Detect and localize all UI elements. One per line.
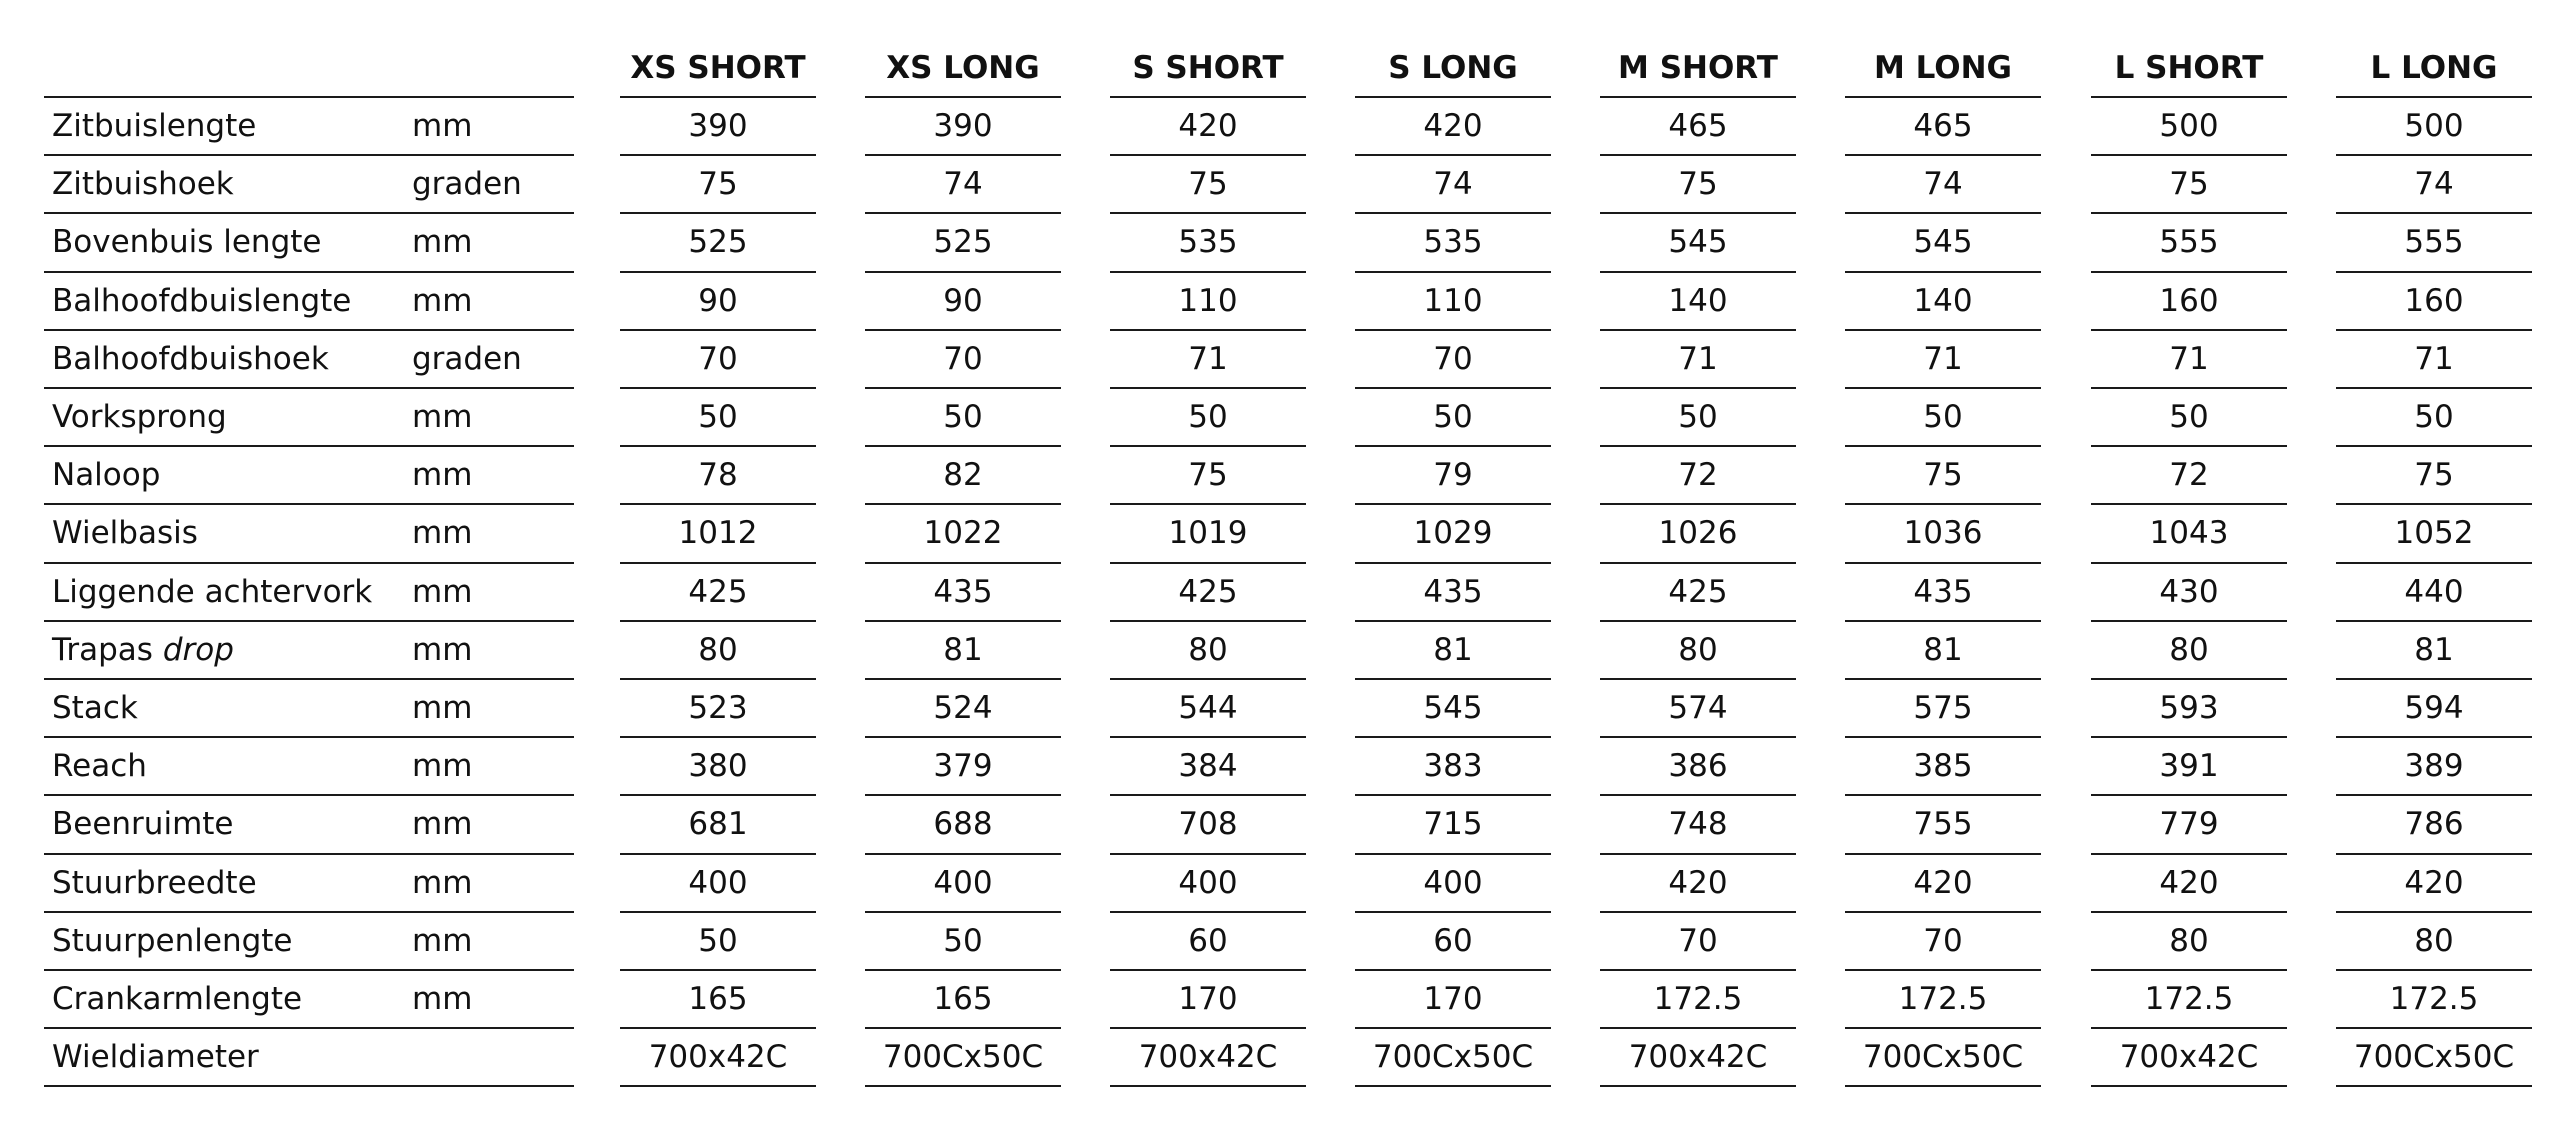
row-label-text: Zitbuishoek — [52, 166, 234, 203]
table-cell: 165 — [933, 981, 993, 1017]
table-cell: 81 — [943, 631, 983, 668]
column-rule — [1845, 1085, 2041, 1087]
row-label-text: Zitbuislengte — [52, 108, 257, 144]
label-rule — [44, 1085, 574, 1087]
table-row — [0, 796, 2560, 854]
row-label — [52, 622, 402, 678]
table-cell: 80 — [2169, 631, 2209, 668]
table-row — [0, 389, 2560, 447]
table-cell: 75 — [1188, 166, 1228, 203]
table-cell: 383 — [1423, 748, 1483, 785]
table-cell: 700Cx50C — [1862, 1039, 2024, 1076]
table-cell: 71 — [1923, 340, 1963, 377]
table-cell: 70 — [1923, 922, 1963, 959]
row-label-text: Bovenbuis lengte — [52, 224, 322, 261]
row-unit: mm — [412, 806, 473, 843]
table-cell: 140 — [1668, 282, 1728, 319]
table-cell: 1022 — [923, 515, 1003, 552]
row-unit: mm — [412, 108, 473, 144]
table-row — [0, 214, 2560, 272]
table-cell: 545 — [1668, 224, 1728, 261]
table-cell: 420 — [1668, 864, 1728, 901]
row-label-text: Naloop — [52, 457, 161, 494]
table-cell: 700Cx50C — [882, 1039, 1044, 1076]
column-rule — [620, 1085, 816, 1087]
table-cell: 700Cx50C — [1372, 1039, 1534, 1076]
table-cell: 500 — [2159, 108, 2219, 144]
column-header: S SHORT — [1132, 50, 1284, 86]
row-label-text: Wielbasis — [52, 515, 198, 552]
table-cell: 425 — [1668, 573, 1728, 610]
column-rule — [1355, 1085, 1551, 1087]
table-cell: 535 — [1423, 224, 1483, 261]
table-row — [0, 1029, 2560, 1087]
row-unit: mm — [412, 981, 473, 1017]
table-cell: 1043 — [2149, 515, 2229, 552]
table-cell: 545 — [1913, 224, 1973, 261]
row-unit: mm — [412, 515, 473, 552]
table-cell: 688 — [933, 806, 993, 843]
table-cell: 380 — [688, 748, 748, 785]
table-cell: 500 — [2404, 108, 2464, 144]
table-cell: 400 — [933, 864, 993, 901]
table-cell: 524 — [933, 690, 993, 726]
table-cell: 1052 — [2394, 515, 2474, 552]
table-cell: 555 — [2404, 224, 2464, 261]
table-cell: 535 — [1178, 224, 1238, 261]
row-label — [52, 214, 402, 270]
table-row — [0, 738, 2560, 796]
table-cell: 71 — [1188, 340, 1228, 377]
table-cell: 575 — [1913, 690, 1973, 726]
row-unit: mm — [412, 282, 473, 319]
column-header: M SHORT — [1618, 50, 1778, 86]
table-cell: 75 — [2414, 457, 2454, 494]
row-label-italic: drop — [162, 631, 234, 668]
table-cell: 700x42C — [648, 1039, 788, 1076]
table-row — [0, 98, 2560, 156]
row-unit: mm — [412, 864, 473, 901]
table-cell: 81 — [1433, 631, 1473, 668]
row-label — [52, 738, 402, 794]
table-cell: 79 — [1433, 457, 1473, 494]
row-unit: mm — [412, 690, 473, 726]
table-cell: 425 — [688, 573, 748, 610]
table-cell: 110 — [1178, 282, 1238, 319]
row-label — [52, 389, 402, 445]
table-cell: 465 — [1913, 108, 1973, 144]
column-rule — [1600, 1085, 1796, 1087]
table-cell: 75 — [698, 166, 738, 203]
table-cell: 90 — [698, 282, 738, 319]
table-cell: 544 — [1178, 690, 1238, 726]
table-cell: 389 — [2404, 748, 2464, 785]
table-cell: 715 — [1423, 806, 1483, 843]
row-label-text: Liggende achtervork — [52, 573, 373, 610]
table-cell: 420 — [1423, 108, 1483, 144]
table-row — [0, 447, 2560, 505]
table-cell: 82 — [943, 457, 983, 494]
row-unit: mm — [412, 573, 473, 610]
table-cell: 1012 — [678, 515, 758, 552]
column-rule — [865, 1085, 1061, 1087]
row-label-text: Stack — [52, 690, 138, 726]
row-unit: mm — [412, 631, 473, 668]
table-cell: 755 — [1913, 806, 1973, 843]
table-cell: 379 — [933, 748, 993, 785]
table-cell: 172.5 — [1653, 981, 1743, 1017]
table-cell: 72 — [2169, 457, 2209, 494]
table-cell: 110 — [1423, 282, 1483, 319]
table-cell: 425 — [1178, 573, 1238, 610]
row-unit: graden — [412, 166, 522, 203]
row-label — [52, 273, 402, 329]
table-cell: 80 — [2169, 922, 2209, 959]
column-rule — [2336, 1085, 2532, 1087]
table-cell: 74 — [2414, 166, 2454, 203]
row-label — [52, 98, 402, 154]
table-cell: 172.5 — [2389, 981, 2479, 1017]
table-cell: 555 — [2159, 224, 2219, 261]
table-cell: 430 — [2159, 573, 2219, 610]
table-cell: 700x42C — [2119, 1039, 2259, 1076]
table-row — [0, 273, 2560, 331]
table-cell: 71 — [1678, 340, 1718, 377]
table-cell: 700Cx50C — [2353, 1039, 2515, 1076]
row-label — [52, 447, 402, 503]
row-label-text: Wieldiameter — [52, 1039, 259, 1076]
row-label-text: Vorksprong — [52, 399, 227, 435]
table-cell: 75 — [1678, 166, 1718, 203]
table-cell: 435 — [1423, 573, 1483, 610]
table-cell: 1026 — [1658, 515, 1738, 552]
table-cell: 170 — [1423, 981, 1483, 1017]
row-unit: mm — [412, 224, 473, 261]
table-cell: 50 — [2169, 399, 2209, 435]
table-cell: 391 — [2159, 748, 2219, 785]
table-row — [0, 622, 2560, 680]
row-label-text: Beenruimte — [52, 806, 234, 843]
column-header: L SHORT — [2114, 50, 2264, 86]
table-cell: 593 — [2159, 690, 2219, 726]
table-cell: 385 — [1913, 748, 1973, 785]
column-rule — [2091, 1085, 2287, 1087]
table-cell: 420 — [2159, 864, 2219, 901]
table-cell: 708 — [1178, 806, 1238, 843]
table-row — [0, 971, 2560, 1029]
table-cell: 525 — [688, 224, 748, 261]
table-cell: 170 — [1178, 981, 1238, 1017]
table-cell: 80 — [698, 631, 738, 668]
column-header: L LONG — [2370, 50, 2498, 86]
row-label-text: Stuurpenlengte — [52, 922, 293, 959]
table-cell: 78 — [698, 457, 738, 494]
table-cell: 574 — [1668, 690, 1728, 726]
table-cell: 420 — [2404, 864, 2464, 901]
table-cell: 74 — [943, 166, 983, 203]
row-label-text: Balhoofdbuislengte — [52, 282, 352, 319]
table-cell: 81 — [1923, 631, 1963, 668]
table-cell: 390 — [688, 108, 748, 144]
row-label-text: Balhoofdbuishoek — [52, 340, 329, 377]
table-cell: 50 — [698, 922, 738, 959]
row-label — [52, 156, 402, 212]
table-row — [0, 331, 2560, 389]
table-cell: 50 — [1678, 399, 1718, 435]
table-cell: 72 — [1678, 457, 1718, 494]
table-row — [0, 855, 2560, 913]
table-cell: 523 — [688, 690, 748, 726]
table-cell: 50 — [2414, 399, 2454, 435]
column-header: M LONG — [1873, 50, 2013, 86]
table-cell: 700x42C — [1138, 1039, 1278, 1076]
table-cell: 70 — [943, 340, 983, 377]
row-unit: graden — [412, 340, 522, 377]
table-row — [0, 913, 2560, 971]
table-cell: 50 — [1923, 399, 1963, 435]
table-cell: 440 — [2404, 573, 2464, 610]
table-cell: 74 — [1923, 166, 1963, 203]
row-label — [52, 913, 402, 969]
row-unit — [412, 1029, 562, 1085]
table-row — [0, 680, 2560, 738]
table-cell: 74 — [1433, 166, 1473, 203]
table-cell: 71 — [2414, 340, 2454, 377]
column-rule — [1110, 1085, 1306, 1087]
table-cell: 50 — [943, 922, 983, 959]
table-row — [0, 505, 2560, 563]
table-cell: 160 — [2159, 282, 2219, 319]
table-cell: 700x42C — [1628, 1039, 1768, 1076]
table-row — [0, 156, 2560, 214]
table-cell: 594 — [2404, 690, 2464, 726]
row-label — [52, 564, 402, 620]
table-cell: 80 — [1188, 631, 1228, 668]
row-label — [52, 796, 402, 852]
row-unit: mm — [412, 457, 473, 494]
table-cell: 50 — [1433, 399, 1473, 435]
table-cell: 81 — [2414, 631, 2454, 668]
table-cell: 75 — [1923, 457, 1963, 494]
table-cell: 80 — [2414, 922, 2454, 959]
row-label-text: Crankarmlengte — [52, 981, 303, 1017]
table-cell: 390 — [933, 108, 993, 144]
table-cell: 681 — [688, 806, 748, 843]
table-cell: 384 — [1178, 748, 1238, 785]
table-cell: 165 — [688, 981, 748, 1017]
table-cell: 435 — [933, 573, 993, 610]
table-cell: 786 — [2404, 806, 2464, 843]
table-cell: 50 — [698, 399, 738, 435]
table-cell: 60 — [1188, 922, 1228, 959]
table-cell: 71 — [2169, 340, 2209, 377]
table-cell: 465 — [1668, 108, 1728, 144]
row-label — [52, 1029, 402, 1085]
table-cell: 1036 — [1903, 515, 1983, 552]
table-cell: 90 — [943, 282, 983, 319]
row-label-text: Stuurbreedte — [52, 864, 257, 901]
table-cell: 75 — [2169, 166, 2209, 203]
table-cell: 50 — [1188, 399, 1228, 435]
table-cell: 140 — [1913, 282, 1973, 319]
table-cell: 748 — [1668, 806, 1728, 843]
table-cell: 386 — [1668, 748, 1728, 785]
row-label-text: Reach — [52, 748, 147, 785]
table-cell: 50 — [943, 399, 983, 435]
table-cell: 420 — [1178, 108, 1238, 144]
table-cell: 172.5 — [2144, 981, 2234, 1017]
table-cell: 1019 — [1168, 515, 1248, 552]
table-cell: 525 — [933, 224, 993, 261]
table-cell: 545 — [1423, 690, 1483, 726]
row-label — [52, 505, 402, 561]
table-cell: 400 — [1178, 864, 1238, 901]
row-unit: mm — [412, 399, 473, 435]
table-cell: 70 — [1433, 340, 1473, 377]
table-cell: 1029 — [1413, 515, 1493, 552]
table-cell: 70 — [698, 340, 738, 377]
row-unit: mm — [412, 748, 473, 785]
table-cell: 80 — [1678, 631, 1718, 668]
row-label — [52, 331, 402, 387]
table-cell: 779 — [2159, 806, 2219, 843]
table-cell: 400 — [1423, 864, 1483, 901]
table-cell: 60 — [1433, 922, 1473, 959]
table-cell: 160 — [2404, 282, 2464, 319]
row-label — [52, 971, 402, 1027]
column-header: XS SHORT — [630, 50, 806, 86]
row-label-text: Trapas — [52, 631, 163, 668]
table-cell: 400 — [688, 864, 748, 901]
row-label — [52, 680, 402, 736]
row-unit: mm — [412, 922, 473, 959]
table-cell: 172.5 — [1898, 981, 1988, 1017]
column-header: XS LONG — [886, 50, 1040, 86]
table-row — [0, 564, 2560, 622]
row-label — [52, 855, 402, 911]
column-header: S LONG — [1388, 50, 1518, 86]
table-cell: 75 — [1188, 457, 1228, 494]
table-cell: 70 — [1678, 922, 1718, 959]
table-cell: 435 — [1913, 573, 1973, 610]
table-cell: 420 — [1913, 864, 1973, 901]
